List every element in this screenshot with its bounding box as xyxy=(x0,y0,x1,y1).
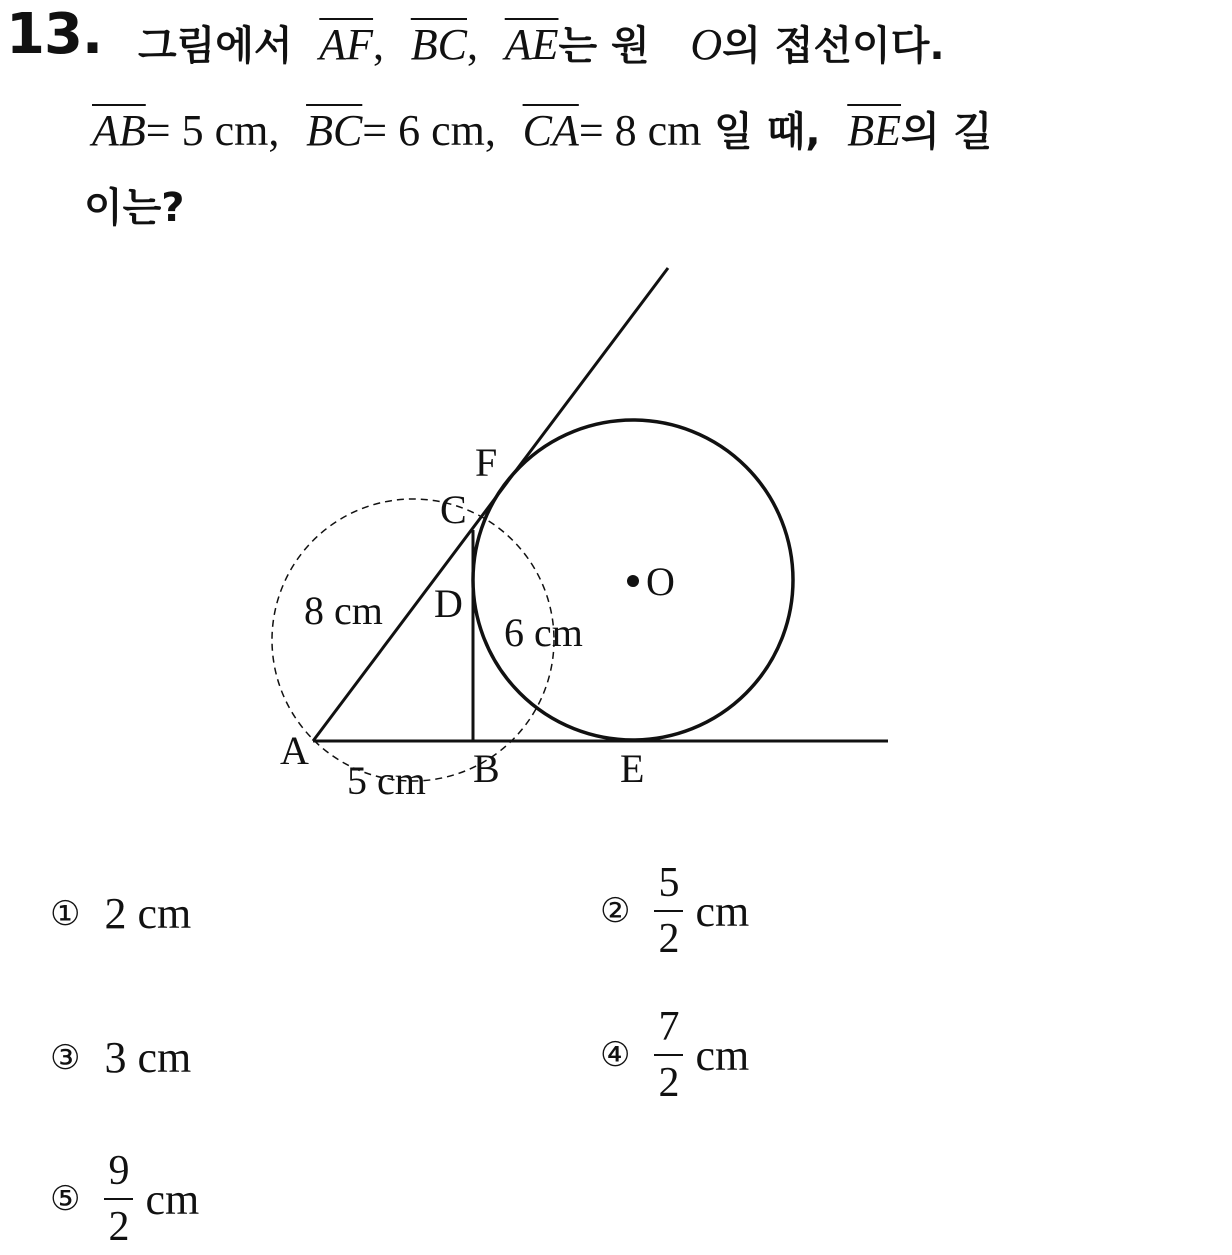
fraction-denominator: 2 xyxy=(658,916,680,962)
choice-unit: cm xyxy=(695,1030,750,1080)
label-point-b: B xyxy=(473,746,500,791)
choice-1[interactable] xyxy=(50,888,191,939)
segment-be: $\overline{BE}$ xyxy=(847,106,902,155)
label-point-e: E xyxy=(620,746,645,791)
separator: , xyxy=(373,20,385,69)
length-ab: = 5 cm xyxy=(145,106,269,155)
center-point-o xyxy=(627,575,639,587)
fraction-numerator: 7 xyxy=(654,1006,683,1056)
choice-2[interactable] xyxy=(600,862,749,960)
fraction xyxy=(654,1006,683,1104)
label-point-a: A xyxy=(280,728,309,773)
choice-marker: ① xyxy=(50,893,81,934)
length-bc: = 6 cm xyxy=(362,106,485,155)
segment-bc: $\overline{BC}$ xyxy=(306,106,363,155)
choice-marker: ③ xyxy=(50,1037,81,1078)
segment-af: $\overline{AF}$ xyxy=(319,20,374,69)
label-point-o: O xyxy=(646,559,675,604)
choice-value: 2 cm xyxy=(104,889,192,938)
fraction-numerator: 5 xyxy=(654,862,683,912)
question-text: 이는? xyxy=(84,185,185,231)
segment-ae: $\overline{AE}$ xyxy=(504,20,559,69)
fraction xyxy=(104,1150,133,1248)
choice-3[interactable] xyxy=(50,1032,191,1083)
circle-name: O xyxy=(690,20,723,69)
question-intro: 그림에서 xyxy=(138,23,293,69)
fraction xyxy=(654,862,683,960)
question-text: 는 원 xyxy=(558,23,650,69)
question-text: 의 길 xyxy=(901,109,993,155)
question-number: 13. xyxy=(6,2,103,67)
fraction-numerator: 9 xyxy=(104,1150,133,1200)
choice-5[interactable] xyxy=(50,1150,199,1248)
fraction-denominator: 2 xyxy=(108,1204,130,1250)
question-line-2: $\overline{AB}= 5$ cm, $\overline{BC}= 6$ cm, $\overline{CA}= 8$ cm 일 때, $\overline{BE}$의 길 xyxy=(92,106,993,155)
choice-marker: ④ xyxy=(600,1035,631,1075)
question-text: 의 접선이다. xyxy=(722,23,945,69)
choice-unit: cm xyxy=(145,1174,200,1224)
segment-ca: $\overline{CA}$ xyxy=(522,106,579,155)
choice-marker: ⑤ xyxy=(50,1179,81,1219)
label-point-c: C xyxy=(440,487,467,532)
label-length-bc: 6 cm xyxy=(504,610,583,655)
segment-ab: $\overline{AB}$ xyxy=(92,106,146,155)
fraction-denominator: 2 xyxy=(658,1060,680,1106)
separator: , xyxy=(467,20,478,69)
choice-4[interactable] xyxy=(600,1006,749,1104)
label-point-d: D xyxy=(434,581,463,626)
question-text: 일 때, xyxy=(714,109,821,155)
label-point-f: F xyxy=(475,440,498,485)
length-ca: = 8 cm xyxy=(578,106,702,155)
choice-unit: cm xyxy=(695,886,750,936)
label-length-ab: 5 cm xyxy=(347,758,426,803)
choice-value: 3 cm xyxy=(104,1033,192,1082)
choice-marker: ② xyxy=(600,891,631,931)
label-length-ca: 8 cm xyxy=(304,588,383,633)
segment-bc: $\overline{BC}$ xyxy=(410,20,467,69)
